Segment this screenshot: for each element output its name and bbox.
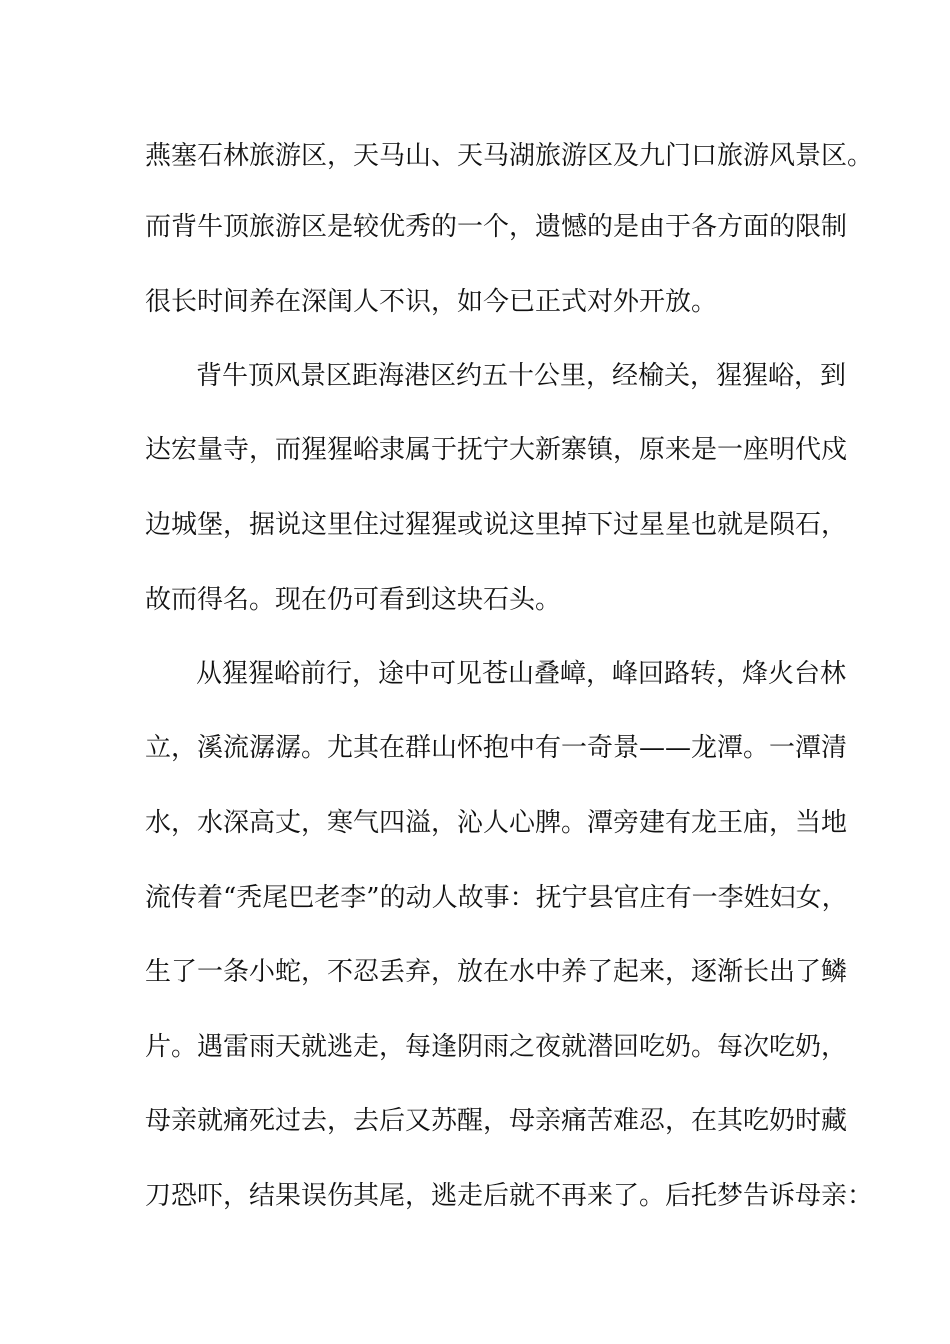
text-line-5: 达宏量寺，而猩猩峪隶属于抚宁大新寨镇，原来是一座明代戍 bbox=[145, 435, 848, 465]
text-line-6: 边城堡，据说这里住过猩猩或说这里掉下过星星也就是陨石， bbox=[145, 510, 848, 540]
text-line-15: 刀恐吓，结果误伤其尾，逃走后就不再来了。后托梦告诉母亲： bbox=[145, 1181, 874, 1211]
text-line-12: 生了一条小蛇，不忍丢弃，放在水中养了起来，逐渐长出了鳞 bbox=[145, 957, 848, 987]
text-line-8: 从猩猩峪前行，途中可见苍山叠嶂，峰回路转，烽火台林 bbox=[196, 659, 847, 689]
text-line-4: 背牛顶风景区距海港区约五十公里，经榆关，猩猩峪，到 bbox=[196, 361, 847, 391]
text-line-11: 流传着“秃尾巴老李”的动人故事：抚宁县官庄有一李姓妇女， bbox=[145, 883, 848, 913]
text-line-2: 而背牛顶旅游区是较优秀的一个，遗憾的是由于各方面的限制 bbox=[145, 212, 848, 242]
text-line-9: 立，溪流潺潺。尤其在群山怀抱中有一奇景——龙潭。一潭清 bbox=[145, 733, 848, 763]
text-line-3: 很长时间养在深闺人不识，如今已正式对外开放。 bbox=[145, 287, 718, 317]
text-line-7: 故而得名。现在仍可看到这块石头。 bbox=[145, 585, 562, 615]
text-line-13: 片。遇雷雨天就逃走，每逢阴雨之夜就潜回吃奶。每次吃奶， bbox=[145, 1032, 848, 1062]
text-line-14: 母亲就痛死过去，去后又苏醒，母亲痛苦难忍，在其吃奶时藏 bbox=[145, 1106, 848, 1136]
text-line-10: 水，水深高丈，寒气四溢，沁人心脾。潭旁建有龙王庙，当地 bbox=[145, 808, 848, 838]
text-line-1: 燕塞石林旅游区，天马山、天马湖旅游区及九门口旅游风景区。 bbox=[145, 141, 874, 171]
